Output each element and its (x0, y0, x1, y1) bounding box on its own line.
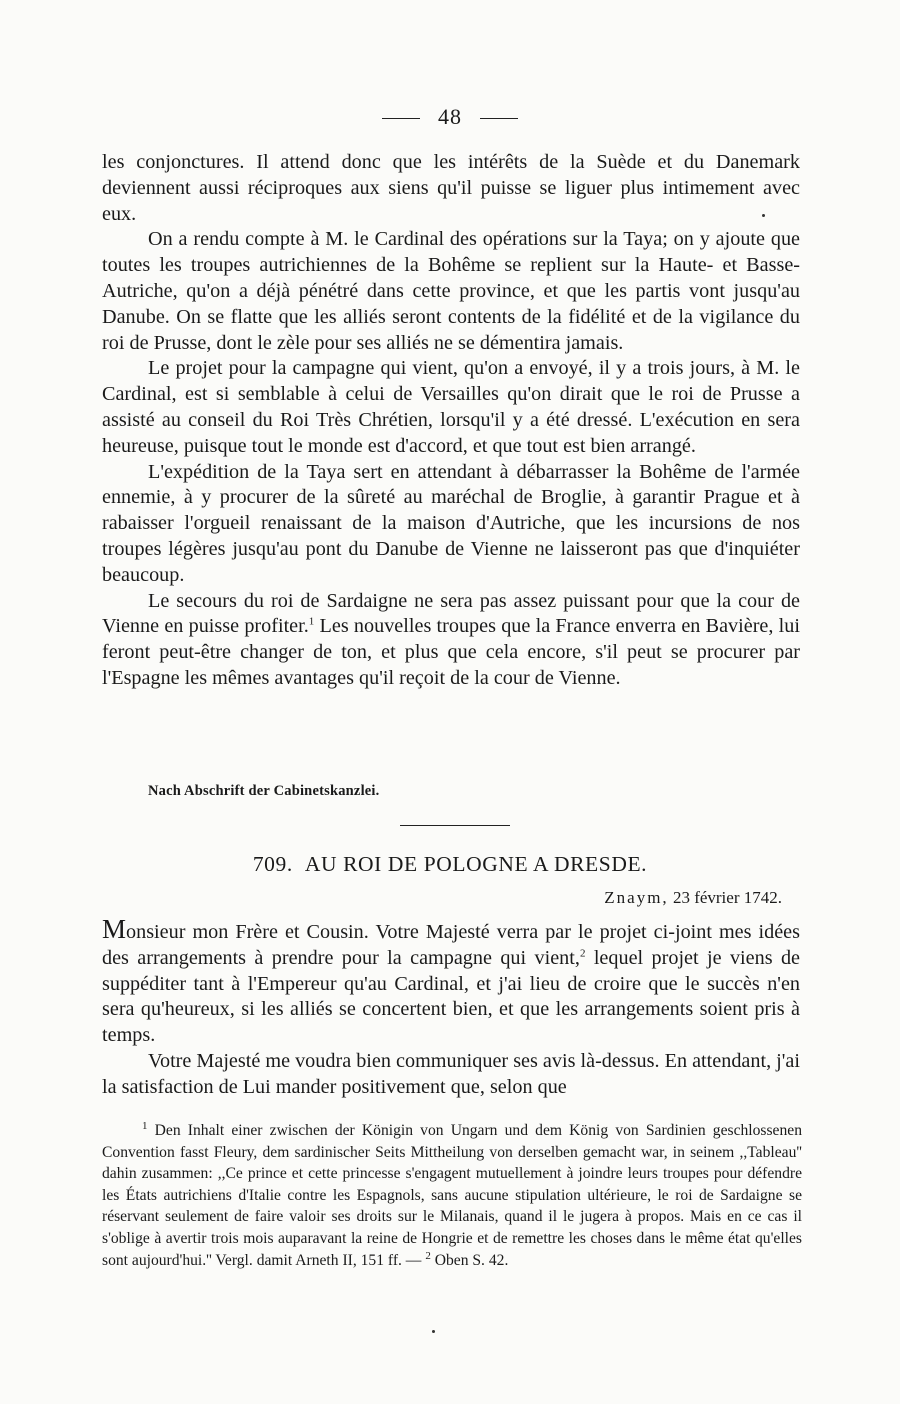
page-number-value: 48 (438, 104, 462, 129)
dateline-date: 23 février 1742. (672, 888, 782, 907)
footnote-1-marker: 1 (142, 1119, 148, 1132)
sardaigne-text-start: Le secours du roi de Sardaigne ne sera pas assez puissant pour que la cour de Vienne en puisse profiter. (102, 589, 800, 638)
footnote-2-text: Oben S. 42. (430, 1251, 509, 1269)
letter-paragraph-1-end: lequel projet je viens de suppéditer tant à l'Empereur qu'au Cardinal, et j'ai lieu de croire que le succès n'en sera qu'heureux, si les alliés se concertent bien, et que les arrangements soient pris à temps. (102, 946, 801, 1047)
letter-paragraph-1-start: onsieur mon Frère et Cousin. Votre Majesté verra par le projet ci-joint mes idées des arrangements à prendre pour la campagne qui vient, (102, 921, 800, 969)
letter-title: AU ROI DE POLOGNE A DRESDE. (304, 852, 648, 876)
footnote-marker-1: 1 (308, 615, 315, 628)
paragraph-expedition: L'expédition de la Taya sert en attendant à débarrasser la Bohême de l'armée ennemie, à y procurer de la sûreté au maréchal de Broglie, à garantir Prague et à rabaisser l'orgueil renaissant de la maison d'Autriche, que les incursions de nos troupes légères jusqu'au pont du Danube de Vienne ne laisseront pas que d'inquiéter beaucoup. (102, 460, 800, 586)
right-dash (480, 118, 518, 119)
sardaigne-text-end: Les nouvelles troupes que la France enverra en Bavière, lui feront peut-être changer de ton, et plus que cela encore, s'il peut se procurer par l'Espagne les mêmes avantages qu'il reçoit de la cour de Vienne. (102, 615, 800, 689)
paragraph-sardaigne (102, 589, 800, 692)
page-number (0, 104, 900, 130)
letter-body (102, 914, 801, 1101)
salutation-initial: M (102, 914, 127, 944)
paragraph-conjonctures: les conjonctures. Il attend donc que les intérêts de la Suède et du Danemark deviennent aussi réciproques aux siens qu'il puisse se liguer plus intimement avec eux. (102, 151, 800, 225)
footnote-marker-2: 2 (579, 947, 586, 960)
letter-number: 709. (252, 852, 293, 876)
dateline (604, 888, 782, 908)
letter-paragraph-1 (102, 914, 801, 1049)
ink-speck (432, 1330, 435, 1333)
paragraph-taya: On a rendu compte à M. le Cardinal des opérations sur la Taya; on y ajoute que toutes les troupes autrichiennes de la Bohême se replient sur la Haute- et Basse-Autriche, qu'on a déjà pénétré dans cette province, et que les partis vont jusqu'au Danube. On se flatte que les alliés seront contents de la fidélité et de la vigilance du roi de Prusse, dont le zèle pour ses alliés ne se démentira jamais. (102, 228, 800, 354)
letter-paragraph-2: Votre Majesté me voudra bien communiquer ses avis là-dessus. En attendant, j'ai la satisfaction de Lui mander positivement que, selon que (102, 1049, 800, 1098)
footnote-1 (102, 1120, 802, 1271)
footnote-2-marker: 2 (425, 1249, 431, 1262)
left-dash (382, 118, 420, 119)
source-note: Nach Abschrift der Cabinetskanzlei. (148, 783, 380, 799)
footnotes (102, 1120, 802, 1271)
letter-continuation (102, 150, 800, 692)
paragraph-projet: Le projet pour la campagne qui vient, qu'on a envoyé, il y a trois jours, à M. le Cardinal, est si semblable à celui de Versailles qu'on dirait que le roi de Prusse a assisté au conseil du Roi Très Chrétien, lorsqu'il y a été dressé. L'exécution en sera heureuse, puisque tout le monde est d'accord, et que tout est bien arrangé. (102, 357, 800, 457)
section-divider (400, 825, 510, 826)
dateline-place: Znaym, (604, 888, 669, 907)
letter-heading (0, 852, 900, 877)
footnote-1-text: Den Inhalt einer zwischen der Königin von Ungarn und dem König von Sardinien geschlossenen Convention fasst Fleury, dem sardinischer Seits Mittheilung von derselben gemacht war, in seinem ,,Tableau'' dahin zusammen: ,,Ce prince et cette princesse s'engagent mutuellement à joindre leurs troupes pour défendre les États autrichiens d'Italie contre les Espagnols, sans aucune stipulation ultérieure, le roi de Sardaigne se réservant seulement de faire valoir ses droits sur le Milanais, quand il le jugera à propos. Mais en ce cas il s'oblige à avertir trois mois auparavant la reine de Hongrie et de remettre les choses dans le même état qu'elles sont aujourd'hui.'' Vergl. damit Arneth II, 151 ff. — (102, 1122, 802, 1269)
ink-speck (762, 214, 765, 217)
